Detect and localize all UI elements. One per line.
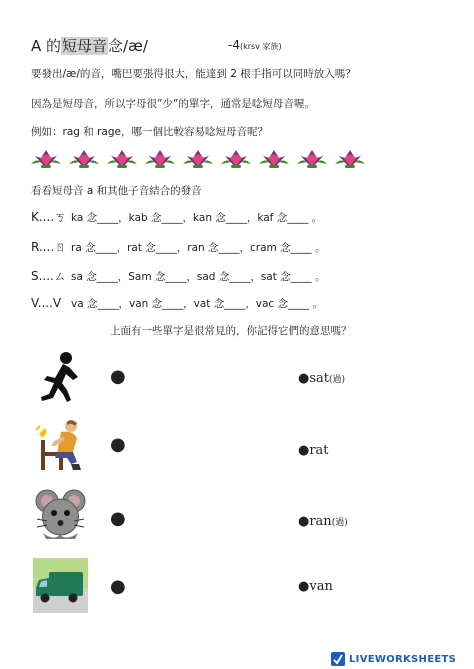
drill-row-lead: R....ㄖ	[31, 240, 67, 254]
title-tag	[228, 38, 282, 52]
brand-text: LIVEWORKSHEETS	[349, 653, 457, 665]
instruction-line-2: 因為是短母音，所以字母很”少”的單字，通常是唸短母音喔。	[31, 98, 315, 110]
match-note: (過)	[331, 518, 348, 528]
match-word: sat	[309, 371, 329, 386]
title-tag-small: (krsv 家族)	[239, 42, 282, 51]
drill-row	[31, 238, 325, 255]
instruction-line-3: 例如：rag 和 rage，哪一個比較容易唸短母音呢？	[31, 126, 268, 138]
flower-icon	[143, 148, 177, 170]
flower-icon	[219, 148, 253, 170]
title-tag-main: -4	[228, 38, 240, 52]
mouse-icon	[33, 487, 88, 542]
flower-icon	[29, 148, 63, 170]
drill-row-cells: va 念____，van 念____，vat 念____，vac 念____ 。	[71, 298, 323, 310]
sitting-man-icon	[33, 418, 88, 473]
drill-row	[31, 208, 322, 225]
drill-row-lead: V....V	[31, 296, 62, 310]
match-bullet-left[interactable]: ●	[110, 576, 126, 597]
drill-row	[31, 267, 326, 284]
match-answer[interactable]	[298, 514, 348, 529]
match-bullet-left[interactable]: ●	[110, 366, 126, 387]
drill-row-cells: ka 念____，kab 念____，kan 念____，kaf 念____ 。	[71, 212, 323, 224]
flower-icon	[67, 148, 101, 170]
drill-row-cells: ra 念____，rat 念____，ran 念____，cram 念____ 。	[71, 242, 326, 254]
flower-icon	[333, 148, 367, 170]
match-bullet-right: ●	[298, 579, 310, 594]
match-answer[interactable]	[298, 443, 329, 458]
drill-row-lead: S....ㄙ	[31, 269, 66, 283]
match-word: rat	[309, 443, 329, 458]
match-bullet-right: ●	[298, 443, 310, 458]
match-bullet-left[interactable]: ●	[110, 508, 126, 529]
drill-row	[31, 296, 323, 311]
match-word: van	[309, 579, 333, 594]
drill-row-lead: K....ㄎ	[31, 210, 67, 224]
title-suffix: 念/æ/	[108, 37, 148, 55]
match-note: (過)	[329, 375, 346, 385]
flower-icon	[257, 148, 291, 170]
worksheet-title	[31, 35, 148, 56]
van-icon	[33, 558, 88, 613]
flower-icon	[181, 148, 215, 170]
liveworksheets-brand	[330, 650, 470, 668]
running-man-icon	[33, 350, 88, 405]
drill-row-cells: sa 念____，Sam 念____，sad 念____，sat 念____ 。	[71, 271, 326, 283]
match-bullet-right: ●	[298, 514, 310, 529]
section-heading: 看看短母音 a 和其他子音結合的發音	[31, 185, 202, 197]
title-prefix: A 的	[31, 37, 62, 55]
flower-icon	[295, 148, 329, 170]
matching-question: 上面有一些單字是很常見的，你記得它們的意思嗎？	[110, 325, 352, 337]
match-bullet-left[interactable]: ●	[110, 434, 126, 455]
match-word: ran	[309, 514, 332, 529]
flower-icon	[105, 148, 139, 170]
title-highlight: 短母音	[62, 37, 108, 55]
match-bullet-right: ●	[298, 371, 310, 386]
liveworksheets-logo-icon	[330, 651, 346, 667]
match-answer[interactable]	[298, 579, 333, 594]
instruction-line-1: 要發出/æ/的音，嘴巴要張得很大，能達到 2 根手指可以同時放入嗎？	[31, 68, 356, 80]
match-answer[interactable]	[298, 371, 345, 386]
flower-border	[29, 148, 379, 170]
